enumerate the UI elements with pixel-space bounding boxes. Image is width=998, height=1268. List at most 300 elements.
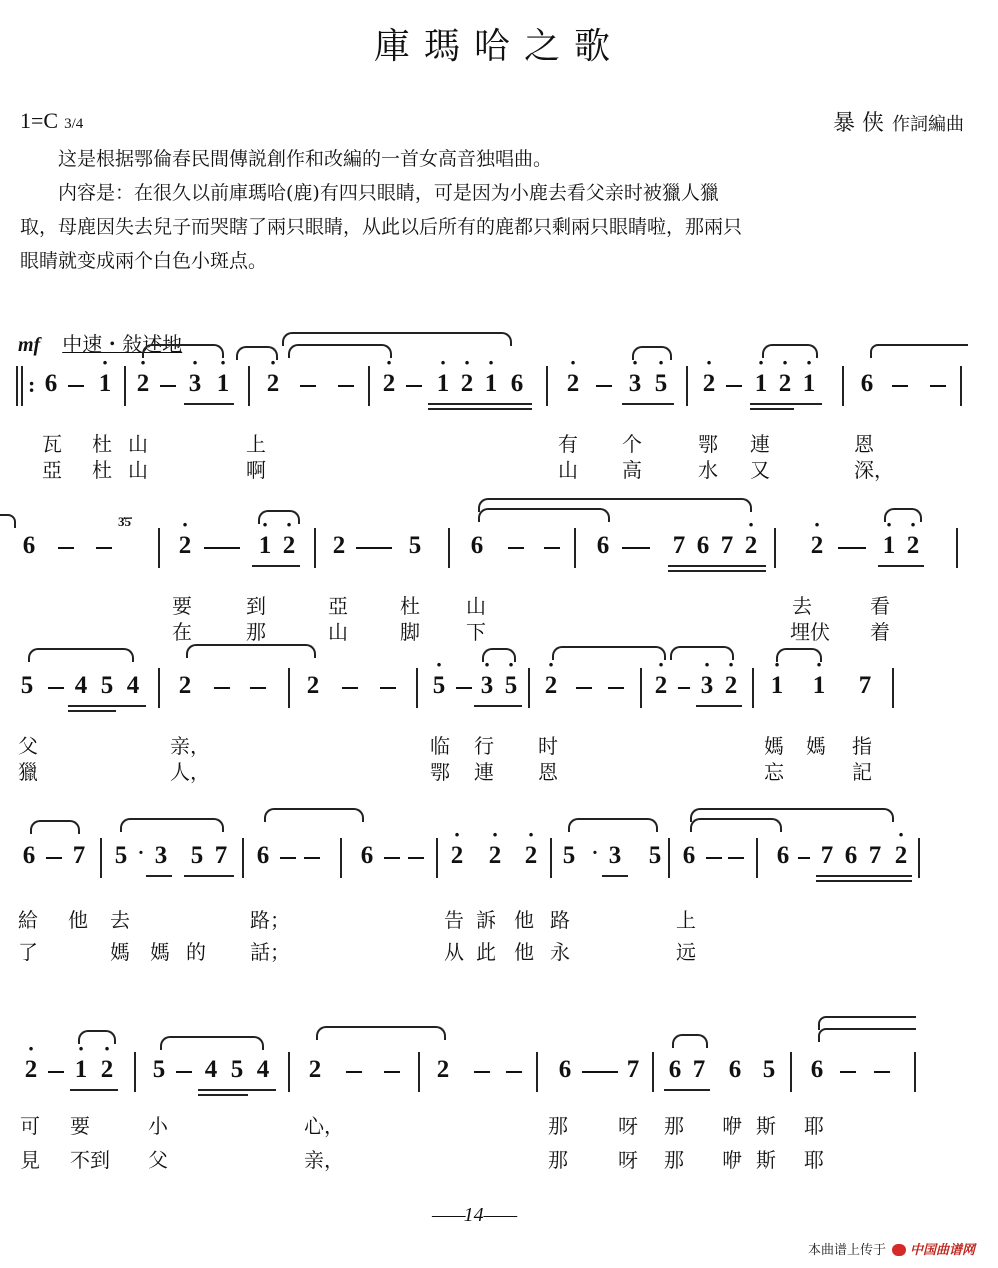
lyric: 那 xyxy=(246,620,266,644)
lyric: 那 xyxy=(548,1114,568,1138)
note: · 2 xyxy=(564,370,582,398)
dash xyxy=(68,385,84,387)
note: · 1 xyxy=(768,672,786,700)
underline xyxy=(68,710,116,712)
lyric: 給 xyxy=(18,908,38,932)
dash xyxy=(406,385,422,387)
lyric: 那 xyxy=(548,1148,568,1172)
barline xyxy=(528,668,530,708)
barline xyxy=(956,528,958,568)
dash xyxy=(544,547,560,549)
barline xyxy=(960,366,962,406)
dash xyxy=(380,687,396,689)
lyric: 远 xyxy=(676,940,696,964)
note: · 3 xyxy=(698,672,716,700)
note: 4 xyxy=(74,672,88,699)
note: · 1 xyxy=(752,370,770,398)
underline xyxy=(184,875,234,877)
lyric: 要 xyxy=(172,594,192,618)
note: 3 xyxy=(154,842,168,869)
lyric: 記 xyxy=(852,760,872,784)
note: 6 xyxy=(668,1056,682,1083)
dash xyxy=(356,547,392,549)
note: · 5 xyxy=(652,370,670,398)
note: 3 xyxy=(608,842,622,869)
underline xyxy=(750,403,822,405)
lyric: 話； xyxy=(250,940,290,964)
lyric: 看 xyxy=(870,594,890,618)
dash xyxy=(250,687,266,689)
underline xyxy=(622,403,674,405)
note: 6 xyxy=(256,842,270,869)
lyric: 在 xyxy=(172,620,192,644)
dash xyxy=(48,1071,64,1073)
lyric: 呀 xyxy=(618,1148,638,1172)
slur xyxy=(670,646,734,660)
note: 6 xyxy=(44,370,58,397)
dash xyxy=(46,857,62,859)
note: · 2 xyxy=(98,1056,116,1084)
dynamic-marking: mf xyxy=(18,334,41,356)
repeat-colon: : xyxy=(28,372,36,397)
dash xyxy=(678,687,690,689)
note: 2 xyxy=(178,672,192,699)
barline xyxy=(242,838,244,878)
lyric: 啊 xyxy=(246,458,266,482)
lyric: 瓦 xyxy=(42,432,62,456)
dash xyxy=(728,857,744,859)
lyric: 到 xyxy=(246,594,266,618)
note: 5 xyxy=(648,842,662,869)
note: 7 xyxy=(72,842,86,869)
lyric: 小 xyxy=(148,1114,168,1138)
barline xyxy=(416,668,418,708)
notation-line xyxy=(0,668,998,708)
barline xyxy=(448,528,450,568)
barline xyxy=(288,1052,290,1092)
lyric: 有 xyxy=(558,432,578,456)
underline xyxy=(602,875,628,877)
note: · 1 xyxy=(880,532,898,560)
underline xyxy=(750,408,794,410)
tempo-text: 中速・敍述地 xyxy=(62,332,183,356)
lyric: 鄂 xyxy=(698,432,718,456)
dash xyxy=(706,857,722,859)
dash xyxy=(608,687,624,689)
barline xyxy=(918,838,920,878)
lyric: 行 xyxy=(474,734,494,758)
lyric: 見 xyxy=(20,1148,40,1172)
dash xyxy=(408,857,424,859)
lyric: 山 xyxy=(128,458,148,482)
underline xyxy=(878,565,924,567)
author-name: 暴 侠 xyxy=(833,111,884,136)
note: · 2 xyxy=(522,842,540,870)
dot: · xyxy=(591,842,599,864)
slur xyxy=(762,344,818,358)
note: · 2 xyxy=(742,532,760,560)
note: 5 xyxy=(562,842,576,869)
key-signature xyxy=(20,108,83,134)
lyric: 杜 xyxy=(92,432,112,456)
page-number: ——14—— xyxy=(432,1204,516,1226)
slur xyxy=(78,1030,116,1044)
note: 7 xyxy=(858,672,872,699)
dash xyxy=(384,1071,400,1073)
dash xyxy=(176,1071,192,1073)
lyric: 訴 xyxy=(476,908,496,932)
dash xyxy=(838,547,866,549)
note: · 5 xyxy=(430,672,448,700)
lyric: 那 xyxy=(664,1148,684,1172)
note: 6 xyxy=(22,532,36,559)
brand-logo-icon xyxy=(892,1244,906,1256)
intro-text xyxy=(20,142,978,278)
note: 6 xyxy=(776,842,790,869)
note: · 1 xyxy=(256,532,274,560)
lyric: 亲， xyxy=(304,1148,344,1172)
dash xyxy=(456,687,472,689)
dash xyxy=(214,687,230,689)
dash xyxy=(576,687,592,689)
note: 2 xyxy=(308,1056,322,1083)
lyric: 媽 xyxy=(150,940,170,964)
note: · 1 xyxy=(96,370,114,398)
underline xyxy=(198,1094,248,1096)
lyric: 恩 xyxy=(538,760,558,784)
barline xyxy=(686,366,688,406)
lyric: 杜 xyxy=(400,594,420,618)
author-credit xyxy=(833,106,964,137)
dash xyxy=(204,547,240,549)
upload-watermark xyxy=(808,1239,975,1258)
underline xyxy=(146,875,172,877)
dash xyxy=(506,1071,522,1073)
dash xyxy=(798,857,810,859)
dash xyxy=(930,385,946,387)
note: · 1 xyxy=(810,672,828,700)
note: 5 xyxy=(20,672,34,699)
note: 5 xyxy=(152,1056,166,1083)
note: 6 xyxy=(682,842,696,869)
lyric: 山 xyxy=(558,458,578,482)
barline xyxy=(774,528,776,568)
lyric: 要 xyxy=(70,1114,90,1138)
note: 4 xyxy=(256,1056,270,1083)
dash xyxy=(474,1071,490,1073)
barline xyxy=(756,838,758,878)
lyric: 水 xyxy=(698,458,718,482)
note: · 2 xyxy=(486,842,504,870)
lyric: 时 xyxy=(538,734,558,758)
note: 6 xyxy=(696,532,710,559)
dash xyxy=(96,547,112,549)
dot: · xyxy=(137,842,145,864)
lyric: 埋伏 xyxy=(790,620,830,644)
barline xyxy=(100,838,102,878)
note: · 2 xyxy=(22,1056,40,1084)
barline xyxy=(842,366,844,406)
lyric: 媽 xyxy=(110,940,130,964)
slur xyxy=(258,510,300,524)
note: 6 xyxy=(470,532,484,559)
slur xyxy=(160,1036,264,1050)
note: 6 xyxy=(810,1056,824,1083)
slur xyxy=(818,1016,916,1030)
slur xyxy=(482,648,516,662)
note: · 3 xyxy=(478,672,496,700)
note: 5 xyxy=(762,1056,776,1083)
slur xyxy=(282,332,512,346)
barline xyxy=(368,366,370,406)
note: · 2 xyxy=(176,532,194,560)
slur xyxy=(776,648,822,662)
underline xyxy=(696,705,742,707)
song-title: 庫瑪哈之歌 xyxy=(373,26,624,67)
note: 7 xyxy=(868,842,882,869)
note: 5 xyxy=(100,672,114,699)
underline xyxy=(668,565,766,567)
dash xyxy=(582,1071,618,1073)
dash xyxy=(304,857,320,859)
lyric: 亞 xyxy=(42,458,62,482)
note: 6 xyxy=(510,370,524,397)
barline xyxy=(134,1052,136,1092)
barline xyxy=(914,1052,916,1092)
lyric: 杜 xyxy=(92,458,112,482)
lyric: 从 xyxy=(444,940,464,964)
barline xyxy=(124,366,126,406)
underline xyxy=(474,705,522,707)
note: · 2 xyxy=(380,370,398,398)
slur xyxy=(632,346,672,360)
barline xyxy=(790,1052,792,1092)
barline xyxy=(314,528,316,568)
notation-line xyxy=(0,838,998,878)
slur xyxy=(870,344,968,358)
barline xyxy=(550,838,552,878)
slur xyxy=(28,648,134,662)
dash xyxy=(384,857,400,859)
barline xyxy=(652,1052,654,1092)
lyric: 他 xyxy=(68,908,88,932)
dash xyxy=(346,1071,362,1073)
underline xyxy=(198,1089,276,1091)
barline xyxy=(436,838,438,878)
notation-line xyxy=(0,1052,998,1092)
brand-link[interactable]: 中国曲谱网 xyxy=(910,1243,976,1258)
lyric: 临 xyxy=(430,734,450,758)
lyric: 深， xyxy=(854,458,894,482)
lyric: 指 xyxy=(852,734,872,758)
underline xyxy=(428,408,532,410)
dash xyxy=(280,857,296,859)
lyric: 高 xyxy=(622,458,642,482)
repeat-barline xyxy=(16,366,18,406)
barline xyxy=(248,366,250,406)
note: · 2 xyxy=(264,370,282,398)
dash xyxy=(342,687,358,689)
lyric: 山 xyxy=(328,620,348,644)
lyric: 咿 xyxy=(722,1148,742,1172)
note: 4 xyxy=(126,672,140,699)
lyric: 他 xyxy=(514,940,534,964)
dash xyxy=(892,385,908,387)
intro-paragraph-2-line-3: 眼睛就变成兩个白色小斑点。 xyxy=(20,250,268,272)
dash xyxy=(874,1071,890,1073)
note: · 5 xyxy=(502,672,520,700)
note: 4 xyxy=(204,1056,218,1083)
lyric: 媽 xyxy=(764,734,784,758)
underline xyxy=(428,403,532,405)
note: 6 xyxy=(558,1056,572,1083)
lyric: 的 xyxy=(186,940,206,964)
lyric: 耶 xyxy=(804,1114,824,1138)
dash xyxy=(300,385,316,387)
lyric: 去 xyxy=(110,908,130,932)
note: · 2 xyxy=(776,370,794,398)
upload-text: 本曲谱上传于 xyxy=(808,1243,887,1258)
lyric: 父 xyxy=(148,1148,168,1172)
grace-notes: 3̇5̇ xyxy=(118,514,131,529)
lyric: 那 xyxy=(664,1114,684,1138)
lyric: 呀 xyxy=(618,1114,638,1138)
note: 7 xyxy=(692,1056,706,1083)
dash xyxy=(840,1071,856,1073)
note: · 2 xyxy=(280,532,298,560)
lyric: 耶 xyxy=(804,1148,824,1172)
note: 7 xyxy=(720,532,734,559)
underline xyxy=(664,1089,710,1091)
underline xyxy=(816,880,912,882)
page-number-value: 14 xyxy=(463,1204,484,1226)
slur xyxy=(316,1026,446,1040)
lyric: 着 xyxy=(870,620,890,644)
note: · 2 xyxy=(700,370,718,398)
note: · 2 xyxy=(458,370,476,398)
intro-paragraph-2-line-2: 取，母鹿因失去兒子而哭瞎了兩只眼睛，从此以后所有的鹿都只剩兩只眼睛啦，那兩只 xyxy=(20,216,743,238)
note: 6 xyxy=(728,1056,742,1083)
barline xyxy=(546,366,548,406)
note: · 2 xyxy=(808,532,826,560)
barline xyxy=(668,838,670,878)
slur xyxy=(142,344,224,358)
note: 2 xyxy=(306,672,320,699)
intro-paragraph-1: 这是根据鄂倫春民間傳説創作和改編的一首女高音独唱曲。 xyxy=(58,148,553,170)
lyric: 可 xyxy=(20,1114,40,1138)
note: · 1 xyxy=(214,370,232,398)
barline xyxy=(288,668,290,708)
note: · 1 xyxy=(800,370,818,398)
lyric: 媽 xyxy=(806,734,826,758)
note: · 2 xyxy=(542,672,560,700)
lyric: 又 xyxy=(750,458,770,482)
barline xyxy=(536,1052,538,1092)
barline xyxy=(640,668,642,708)
time-signature: 3/4 xyxy=(64,116,84,132)
note: · 1 xyxy=(482,370,500,398)
key: 1=C xyxy=(20,108,59,133)
note: 6 xyxy=(844,842,858,869)
lyric: 永 xyxy=(550,940,570,964)
note: · 2 xyxy=(892,842,910,870)
slur xyxy=(288,344,392,358)
lyric: 路 xyxy=(550,908,570,932)
note: 5 xyxy=(230,1056,244,1083)
lyric: 不到 xyxy=(70,1148,110,1172)
note: 6 xyxy=(360,842,374,869)
note: 2 xyxy=(332,532,346,559)
author-role: 作詞編曲 xyxy=(892,114,964,135)
dash xyxy=(338,385,354,387)
dash xyxy=(48,687,64,689)
slur xyxy=(0,514,16,528)
note: · 1 xyxy=(434,370,452,398)
lyric: 心， xyxy=(304,1114,344,1138)
note: · 2 xyxy=(652,672,670,700)
dash xyxy=(508,547,524,549)
lyric: 去 xyxy=(792,594,812,618)
note: 5 xyxy=(190,842,204,869)
note: 5 xyxy=(408,532,422,559)
note: · 1 xyxy=(72,1056,90,1084)
barline xyxy=(340,838,342,878)
lyric: 連 xyxy=(474,760,494,784)
note: · 2 xyxy=(134,370,152,398)
lyric: 个 xyxy=(622,432,642,456)
note: · 3 xyxy=(626,370,644,398)
dash xyxy=(596,385,612,387)
lyric: 鄂 xyxy=(430,760,450,784)
slur xyxy=(884,508,922,522)
underline xyxy=(816,875,912,877)
underline xyxy=(668,570,766,572)
underline xyxy=(70,1089,118,1091)
lyric: 上 xyxy=(676,908,696,932)
note: 6 xyxy=(596,532,610,559)
lyric: 此 xyxy=(476,940,496,964)
lyric: 父 xyxy=(18,734,38,758)
underline xyxy=(252,565,300,567)
slur xyxy=(568,818,658,832)
notation-line xyxy=(0,366,998,406)
note: · 2 xyxy=(904,532,922,560)
note: 7 xyxy=(820,842,834,869)
dash xyxy=(160,385,176,387)
intro-paragraph-2-line-1: 内容是：在很久以前庫瑪哈(鹿)有四只眼睛，可是因为小鹿去看父亲时被獵人獵 xyxy=(58,182,719,204)
lyric: 告 xyxy=(444,908,464,932)
barline xyxy=(418,1052,420,1092)
dash xyxy=(58,547,74,549)
slur xyxy=(690,808,894,822)
lyric: 脚 xyxy=(400,620,420,644)
lyric: 他 xyxy=(514,908,534,932)
note: · 2 xyxy=(448,842,466,870)
note: 7 xyxy=(214,842,228,869)
note: 7 xyxy=(672,532,686,559)
note: 2 xyxy=(436,1056,450,1083)
lyric: 斯 xyxy=(756,1148,776,1172)
lyric: 咿 xyxy=(722,1114,742,1138)
slur xyxy=(552,646,666,660)
barline xyxy=(892,668,894,708)
lyric: 上 xyxy=(246,432,266,456)
dash xyxy=(726,385,742,387)
lyric: 恩 xyxy=(854,432,874,456)
note: 6 xyxy=(22,842,36,869)
barline xyxy=(574,528,576,568)
note: · 3 xyxy=(186,370,204,398)
